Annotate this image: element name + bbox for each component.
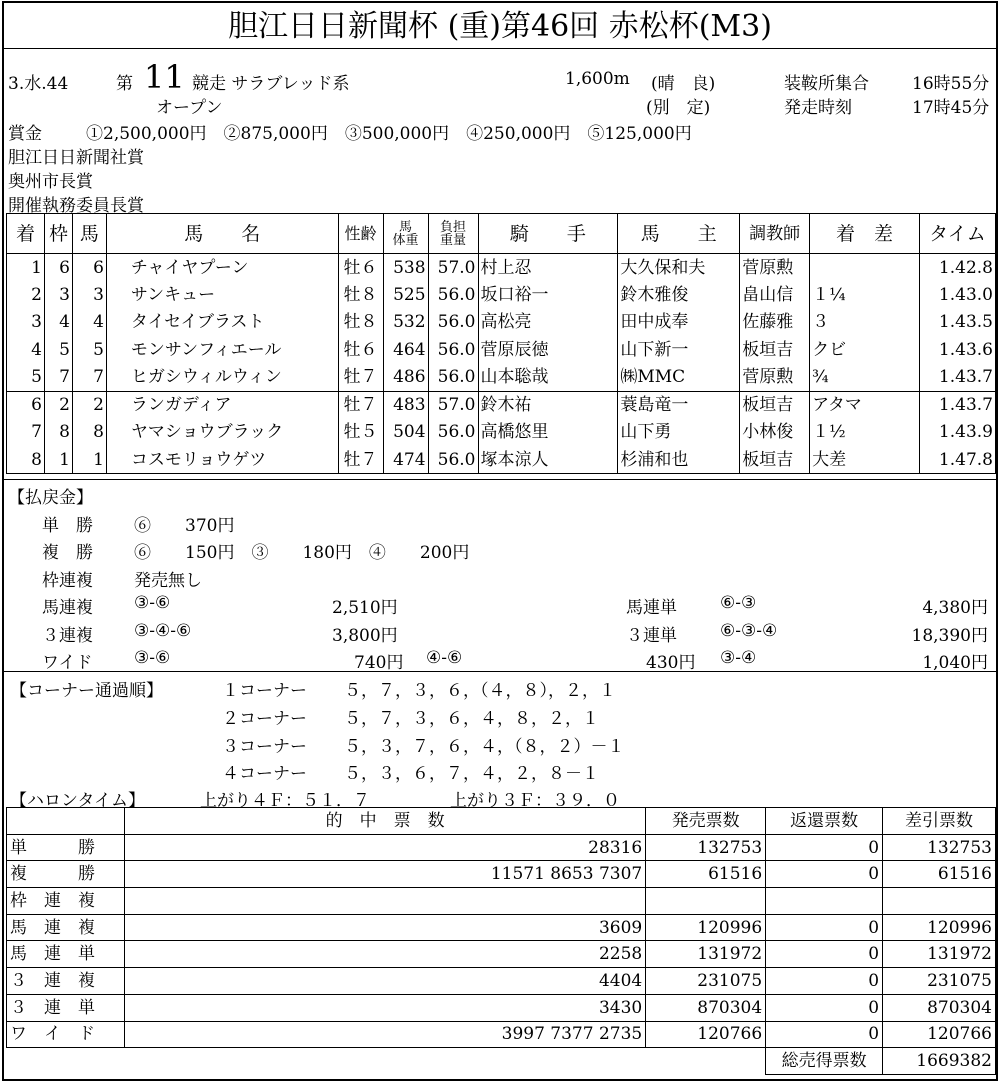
tansho-payout: ⑥ 370円	[134, 516, 235, 536]
result-row	[7, 309, 996, 337]
cell-jockey: 高松亮	[478, 309, 618, 337]
cell-body-weight: 504	[383, 419, 428, 447]
trio-label: ３連複	[42, 626, 93, 646]
total-blank	[7, 1048, 125, 1075]
fukusho-label: 複 勝	[42, 543, 93, 563]
votes-sold: 120766	[646, 1021, 766, 1048]
trifecta-label: ３連単	[626, 626, 677, 646]
cell-body-weight: 464	[383, 336, 428, 364]
cell-jockey: 山本聡哉	[478, 364, 618, 392]
cell-margin: クビ	[810, 336, 920, 364]
cell-horse-name: ヒガシウィルウィン	[106, 364, 338, 392]
cell-finish-time: 1.43.0	[919, 281, 995, 309]
wide1-combo: ③-⑥	[134, 648, 171, 668]
votes-label: 馬 連 単	[7, 941, 125, 968]
votes-net: 231075	[883, 968, 996, 995]
furlong-last-3f: 上がり３Ｆ：３９．０	[450, 791, 620, 811]
votes-hit: 2258	[124, 941, 645, 968]
header-horse-name: 馬 名	[106, 214, 338, 254]
results-table	[6, 213, 996, 474]
cell-trainer: 菅原勲	[740, 254, 810, 282]
cell-gate: 8	[44, 419, 72, 447]
votes-label: 枠 連 複	[7, 888, 125, 915]
header-gate: 枠	[44, 214, 72, 254]
cell-sex-age: 牡６	[338, 336, 383, 364]
votes-row	[7, 968, 996, 995]
votes-refund: 0	[766, 914, 883, 941]
cell-position: 2	[7, 281, 45, 309]
votes-row	[7, 914, 996, 941]
votes-header-hit: 的 中 票 数	[124, 808, 645, 835]
cell-horse-number: 2	[72, 391, 106, 419]
result-row	[7, 364, 996, 392]
cell-margin: ¾	[810, 364, 920, 392]
cell-body-weight: 474	[383, 446, 428, 474]
header-jockey: 騎 手	[478, 214, 618, 254]
votes-net: 61516	[883, 861, 996, 888]
votes-body	[7, 834, 996, 1048]
votes-label: 単 勝	[7, 834, 125, 861]
furlong-header: 【ハロンタイム】	[10, 791, 145, 811]
votes-row	[7, 834, 996, 861]
award-3: 開催執務委員長賞	[8, 196, 144, 216]
trio-combo: ③-④-⑥	[134, 621, 192, 641]
votes-table	[6, 807, 996, 1075]
cell-sex-age: 牡７	[338, 364, 383, 392]
cell-jockey: 高橋悠里	[478, 419, 618, 447]
fukusho-payout: ⑥ 150円 ③ 180円 ④ 200円	[134, 543, 470, 563]
cell-position: 7	[7, 419, 45, 447]
cell-jockey: 坂口裕一	[478, 281, 618, 309]
votes-hit: 4404	[124, 968, 645, 995]
cell-trainer: 板垣吉	[740, 446, 810, 474]
wide1-amount: 740円	[354, 653, 404, 673]
votes-net: 120996	[883, 914, 996, 941]
cell-carried-weight: 56.0	[428, 281, 478, 309]
cell-position: 3	[7, 309, 45, 337]
votes-row	[7, 941, 996, 968]
cell-body-weight: 483	[383, 391, 428, 419]
wide2-amount: 430円	[646, 653, 696, 673]
cell-jockey: 菅原辰徳	[478, 336, 618, 364]
votes-sold: 231075	[646, 968, 766, 995]
wide2-combo: ④-⑥	[426, 648, 463, 668]
votes-net: 870304	[883, 994, 996, 1021]
votes-hit: 3430	[124, 994, 645, 1021]
cell-finish-time: 1.42.8	[919, 254, 995, 282]
cell-position: 1	[7, 254, 45, 282]
votes-net: 131972	[883, 941, 996, 968]
cell-gate: 6	[44, 254, 72, 282]
cell-trainer: 畠山信	[740, 281, 810, 309]
cell-finish-time: 1.43.5	[919, 309, 995, 337]
cell-trainer: 佐藤雅	[740, 309, 810, 337]
cell-margin: 大差	[810, 446, 920, 474]
votes-net: 132753	[883, 834, 996, 861]
cell-finish-time: 1.43.7	[919, 391, 995, 419]
votes-label: 馬 連 複	[7, 914, 125, 941]
cell-horse-number: 4	[72, 309, 106, 337]
race-weight-rule: (別 定)	[646, 98, 711, 118]
cell-horse-name: チャイヤプーン	[106, 254, 338, 282]
cell-horse-name: モンサンフィエール	[106, 336, 338, 364]
corner-1-order: ５，７，３，６，（４，８），２，１	[344, 681, 616, 701]
cell-margin	[810, 254, 920, 282]
cell-finish-time: 1.43.9	[919, 419, 995, 447]
votes-header-refund: 返還票数	[766, 808, 883, 835]
cell-margin: アタマ	[810, 391, 920, 419]
cell-carried-weight: 56.0	[428, 419, 478, 447]
header-carried-weight: 負担 重量	[428, 214, 478, 254]
header-trainer: 調教師	[740, 214, 810, 254]
cell-position: 6	[7, 391, 45, 419]
votes-header-row	[7, 808, 996, 835]
votes-hit: 3609	[124, 914, 645, 941]
cell-gate: 2	[44, 391, 72, 419]
cell-margin: １¼	[810, 281, 920, 309]
umaren-combo: ③-⑥	[134, 593, 171, 613]
cell-owner: 蓑島竜一	[618, 391, 740, 419]
votes-refund: 0	[766, 834, 883, 861]
prize-values: ①2,500,000円 ②875,000円 ③500,000円 ④250,000円 ⑤125,000円	[86, 124, 692, 144]
votes-row	[7, 888, 996, 915]
cell-gate: 5	[44, 336, 72, 364]
cell-body-weight: 525	[383, 281, 428, 309]
cell-gate: 1	[44, 446, 72, 474]
cell-finish-time: 1.43.7	[919, 364, 995, 392]
votes-header-net: 差引票数	[883, 808, 996, 835]
corner-3-order: ５，３，７，６，４，（８，２）－１	[344, 737, 625, 757]
header-owner: 馬 主	[618, 214, 740, 254]
furlong-last-4f: 上がり４Ｆ：５１．７	[200, 791, 370, 811]
votes-sold: 132753	[646, 834, 766, 861]
votes-row	[7, 1021, 996, 1048]
cell-carried-weight: 56.0	[428, 364, 478, 392]
post-time: 17時45分	[912, 98, 990, 118]
cell-carried-weight: 57.0	[428, 254, 478, 282]
cell-horse-name: サンキュー	[106, 281, 338, 309]
race-result-sheet	[2, 1, 998, 1081]
results-header-row	[7, 214, 996, 254]
total-blank	[646, 1048, 766, 1075]
cell-horse-name: ランガディア	[106, 391, 338, 419]
assembly-label: 装鞍所集合	[784, 74, 869, 94]
votes-row	[7, 861, 996, 888]
cell-body-weight: 532	[383, 309, 428, 337]
cell-sex-age: 牡８	[338, 309, 383, 337]
assembly-time: 16時55分	[912, 74, 990, 94]
post-time-label: 発走時刻	[784, 98, 852, 118]
cell-owner: 鈴木雅俊	[618, 281, 740, 309]
cell-finish-time: 1.47.8	[919, 446, 995, 474]
cell-sex-age: 牡７	[338, 446, 383, 474]
race-date: 3.水.44	[8, 74, 69, 94]
cell-sex-age: 牡６	[338, 254, 383, 282]
umatan-combo: ⑥-③	[720, 593, 757, 613]
cell-sex-age: 牡７	[338, 391, 383, 419]
votes-net	[883, 888, 996, 915]
votes-sold	[646, 888, 766, 915]
wide3-combo: ③-④	[720, 648, 757, 668]
header-sex-age: 性齢	[338, 214, 383, 254]
votes-label: ３ 連 複	[7, 968, 125, 995]
tansho-label: 単 勝	[42, 516, 93, 536]
cell-gate: 3	[44, 281, 72, 309]
umatan-label: 馬連単	[626, 598, 677, 618]
total-value: 1669382	[883, 1048, 996, 1075]
votes-label: ワ イ ド	[7, 1021, 125, 1048]
votes-header-blank	[7, 808, 125, 835]
votes-sold: 120996	[646, 914, 766, 941]
cell-owner: ㈱MMC	[618, 364, 740, 392]
umatan-amount: 4,380円	[922, 598, 988, 618]
cell-body-weight: 538	[383, 254, 428, 282]
cell-sex-age: 牡８	[338, 281, 383, 309]
race-going: (晴 良)	[651, 74, 716, 94]
race-number: 11	[144, 58, 185, 96]
votes-hit	[124, 888, 645, 915]
votes-sold: 131972	[646, 941, 766, 968]
trifecta-amount: 18,390円	[911, 626, 988, 646]
votes-refund: 0	[766, 1021, 883, 1048]
cell-position: 5	[7, 364, 45, 392]
votes-refund	[766, 888, 883, 915]
cell-horse-number: 1	[72, 446, 106, 474]
cell-owner: 山下新一	[618, 336, 740, 364]
cell-owner: 田中成奉	[618, 309, 740, 337]
cell-horse-name: タイセイブラスト	[106, 309, 338, 337]
wakuren-label: 枠連複	[42, 571, 93, 591]
trifecta-combo: ⑥-③-④	[720, 621, 778, 641]
cell-horse-number: 7	[72, 364, 106, 392]
total-label: 総売得票数	[766, 1048, 883, 1075]
cell-trainer: 菅原勲	[740, 364, 810, 392]
corner-3-label: ３コーナー	[222, 737, 307, 757]
result-row	[7, 336, 996, 364]
cell-finish-time: 1.43.6	[919, 336, 995, 364]
payout-header: 【払戻金】	[8, 488, 93, 508]
cell-trainer: 小林俊	[740, 419, 810, 447]
cell-jockey: 塚本涼人	[478, 446, 618, 474]
cell-horse-number: 8	[72, 419, 106, 447]
cell-margin: ３	[810, 309, 920, 337]
page-title: 胆江日日新聞杯 (重)第46回 赤松杯(M3)	[4, 5, 996, 49]
cell-horse-number: 5	[72, 336, 106, 364]
votes-total-row	[7, 1048, 996, 1075]
total-blank	[124, 1048, 645, 1075]
corner-1-label: １コーナー	[222, 681, 307, 701]
divider	[4, 671, 996, 672]
header-position: 着	[7, 214, 45, 254]
corner-2-order: ５，７，３，６，４，８，２，１	[344, 709, 599, 729]
cell-margin: １½	[810, 419, 920, 447]
results-body	[7, 254, 996, 474]
votes-hit: 11571 8653 7307	[124, 861, 645, 888]
race-class: オープン	[156, 98, 223, 118]
cell-gate: 4	[44, 309, 72, 337]
votes-hit: 28316	[124, 834, 645, 861]
votes-row	[7, 994, 996, 1021]
corner-4-label: ４コーナー	[222, 764, 307, 784]
votes-net: 120766	[883, 1021, 996, 1048]
result-row	[7, 446, 996, 474]
cell-sex-age: 牡５	[338, 419, 383, 447]
votes-refund: 0	[766, 861, 883, 888]
result-row	[7, 254, 996, 282]
cell-jockey: 鈴木祐	[478, 391, 618, 419]
corner-2-label: ２コーナー	[222, 709, 307, 729]
cell-horse-number: 6	[72, 254, 106, 282]
cell-horse-name: ヤマショウブラック	[106, 419, 338, 447]
cell-position: 4	[7, 336, 45, 364]
cell-carried-weight: 57.0	[428, 391, 478, 419]
result-row	[7, 281, 996, 309]
result-row	[7, 419, 996, 447]
votes-label: ３ 連 単	[7, 994, 125, 1021]
cell-horse-number: 3	[72, 281, 106, 309]
votes-label: 複 勝	[7, 861, 125, 888]
votes-sold: 61516	[646, 861, 766, 888]
cell-trainer: 板垣吉	[740, 336, 810, 364]
race-distance: 1,600m	[565, 69, 630, 89]
cell-owner: 大久保和夫	[618, 254, 740, 282]
cell-carried-weight: 56.0	[428, 336, 478, 364]
header-horse-number: 馬	[72, 214, 106, 254]
race-breed: 競走 サラブレッド系	[192, 74, 350, 94]
cell-owner: 山下勇	[618, 419, 740, 447]
votes-header-sold: 発売票数	[646, 808, 766, 835]
trio-amount: 3,800円	[332, 626, 398, 646]
award-1: 胆江日日新聞社賞	[8, 148, 144, 168]
cell-position: 8	[7, 446, 45, 474]
umaren-label: 馬連複	[42, 598, 93, 618]
cell-owner: 杉浦和也	[618, 446, 740, 474]
cell-carried-weight: 56.0	[428, 309, 478, 337]
award-2: 奥州市長賞	[8, 172, 93, 192]
header-margin: 着 差	[810, 214, 920, 254]
votes-refund: 0	[766, 994, 883, 1021]
result-row	[7, 391, 996, 419]
votes-sold: 870304	[646, 994, 766, 1021]
cell-horse-name: コスモリョウゲツ	[106, 446, 338, 474]
cell-body-weight: 486	[383, 364, 428, 392]
cell-gate: 7	[44, 364, 72, 392]
votes-refund: 0	[766, 968, 883, 995]
corner-4-order: ５，３，６，７，４，２，８－１	[344, 764, 599, 784]
wide-label: ワイド	[42, 653, 93, 673]
cell-carried-weight: 56.0	[428, 446, 478, 474]
votes-hit: 3997 7377 2735	[124, 1021, 645, 1048]
wide3-amount: 1,040円	[922, 653, 988, 673]
corner-header: 【コーナー通過順】	[10, 681, 163, 701]
votes-refund: 0	[766, 941, 883, 968]
race-number-prefix: 第	[116, 74, 133, 94]
cell-jockey: 村上忍	[478, 254, 618, 282]
cell-trainer: 板垣吉	[740, 391, 810, 419]
divider	[4, 479, 996, 480]
prize-label: 賞金	[8, 124, 42, 144]
header-time: タイム	[919, 214, 995, 254]
wakuren-payout: 発売無し	[134, 571, 202, 591]
umaren-amount: 2,510円	[332, 598, 398, 618]
header-body-weight: 馬 体重	[383, 214, 428, 254]
